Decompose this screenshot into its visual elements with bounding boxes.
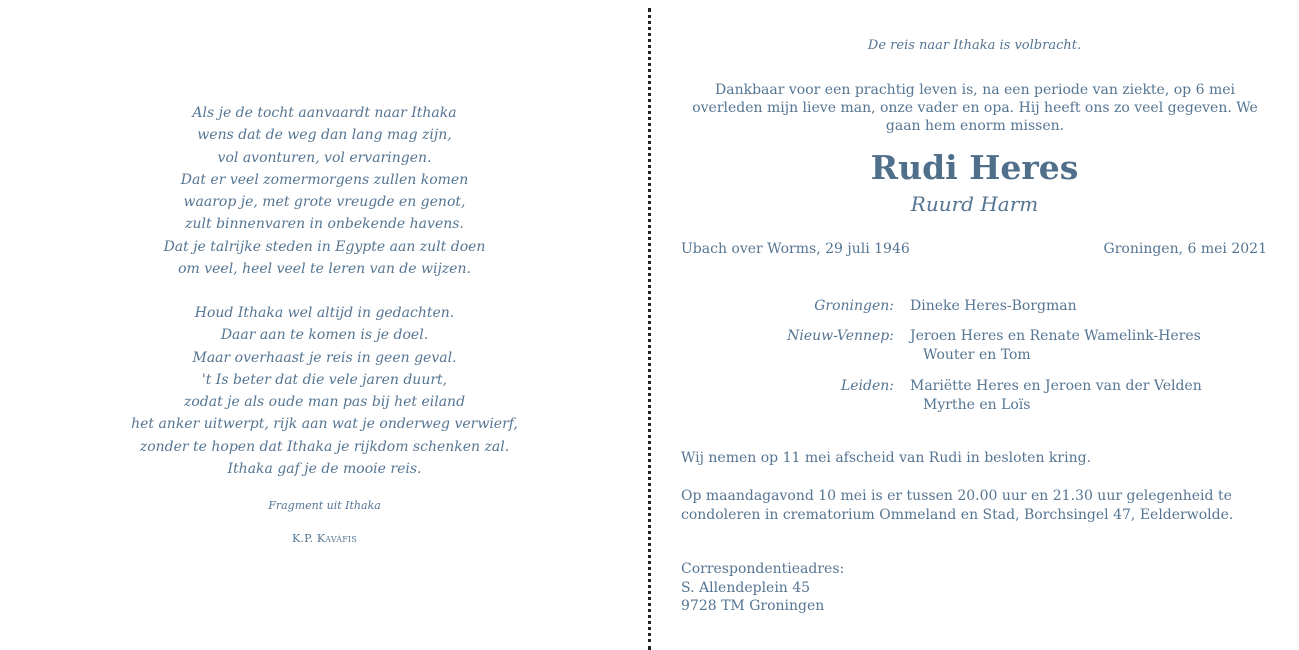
family-place: Nieuw-Vennep:: [787, 328, 894, 344]
death-info: Groningen, 6 mei 2021: [1103, 241, 1267, 257]
poem-line: Maar overhaast je reis in geen geval.: [192, 349, 457, 366]
poem-line: zult binnenvaren in onbekende havens.: [185, 216, 464, 233]
poem-stanza-2: [0, 302, 649, 480]
family-main: Mariëtte Heres en Jeroen van der Velden: [910, 378, 1202, 394]
family-place: Groningen:: [814, 298, 894, 314]
poem-line: Dat je talrijke steden in Egypte aan zult doen: [163, 238, 486, 255]
poem-line: Als je de tocht aanvaardt naar Ithaka: [192, 105, 457, 121]
poem-line: Dat er veel zomermorgens zullen komen: [180, 171, 469, 188]
poem-line: Ithaka gaf je de mooie reis.: [227, 461, 422, 478]
family-grandchildren: Myrthe en Loïs: [923, 396, 1031, 413]
family-names: [910, 297, 1290, 316]
condolence-line: Op maandagavond 10 mei is er tussen 20.00 uur en 21.30 uur gelegenheid te: [681, 488, 1232, 504]
poem-line: om veel, heel veel te leren van de wijzen.: [178, 261, 471, 278]
poem-line: zonder te hopen dat Ithaka je rijkdom schenken zal.: [139, 438, 510, 455]
intro-text: Dankbaar voor een prachtig leven is, na een periode van ziekte, op 6 mei overleden mijn lieve man, onze vader en opa. Hij heeft ons zo veel gegeven. We gaan hem enorm missen.: [692, 82, 1258, 134]
poem-source: Fragment uit Ithaka: [268, 499, 381, 512]
condolence-notice: [681, 487, 1233, 524]
poem-author: K.P. Kaváfis: [291, 532, 358, 545]
condolence-line: condoleren in crematorium Ommeland en Stad, Borchsingel 47, Eelderwolde.: [681, 506, 1234, 523]
poem-line: het anker uitwerpt, rijk aan wat je onderweg verwierf,: [131, 416, 518, 433]
poem-line: waarop je, met grote vreugde en genot,: [183, 194, 466, 211]
family-place: Leiden:: [840, 378, 894, 394]
address-line: Correspondentieadres:: [681, 561, 845, 577]
family-grandchildren: Wouter en Tom: [923, 346, 1031, 363]
poem-line: wens dat de weg dan lang mag zijn,: [197, 127, 452, 144]
left-page: [0, 0, 649, 650]
poem-stanza-1: [0, 102, 649, 280]
family-names: [910, 327, 1290, 364]
opening-quote: De reis naar Ithaka is volbracht.: [867, 38, 1082, 53]
family-names: [910, 377, 1290, 414]
poem-line: vol avonturen, vol ervaringen.: [217, 149, 432, 166]
poem-line: zodat je als oude man pas bij het eiland: [183, 394, 466, 411]
address-line: 9728 TM Groningen: [681, 598, 825, 614]
birth-info: Ubach over Worms, 29 juli 1946: [681, 241, 910, 257]
poem-line: Houd Ithaka wel altijd in gedachten.: [194, 305, 455, 321]
correspondence-address: [681, 560, 844, 616]
poem-line: 't Is beter dat die vele jaren duurt,: [201, 371, 448, 388]
poem-line: Daar aan te komen is je doel.: [220, 327, 429, 344]
deceased-full-name: Ruurd Harm: [910, 192, 1039, 216]
family-main: Dineke Heres-Borgman: [910, 298, 1077, 314]
farewell-notice: Wij nemen op 11 mei afscheid van Rudi in besloten kring.: [681, 450, 1091, 466]
right-page: [650, 0, 1299, 650]
family-main: Jeroen Heres en Renate Wamelink-Heres: [910, 328, 1201, 344]
deceased-name: Rudi Heres: [870, 148, 1079, 187]
address-line: S. Allendeplein 45: [681, 579, 811, 596]
